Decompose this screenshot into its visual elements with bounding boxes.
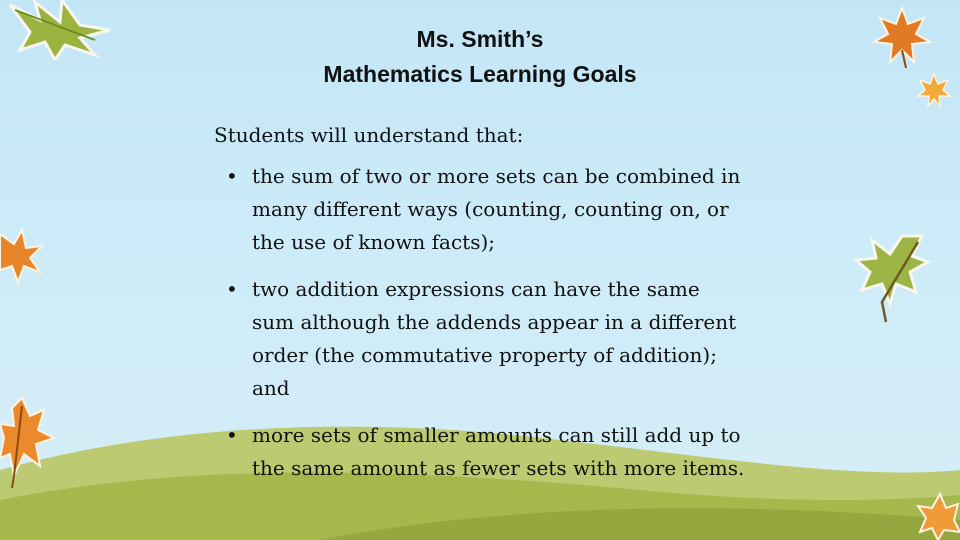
orange-leaf-icon <box>916 492 960 540</box>
bullet-line: and <box>252 376 290 400</box>
bullet-icon: • <box>226 277 238 301</box>
bullet-line: the same amount as fewer sets with more items. <box>252 456 745 480</box>
slide-body <box>214 118 854 499</box>
bullet-item <box>214 419 854 485</box>
bullet-item <box>214 273 854 405</box>
bullet-line: the sum of two or more sets can be combined in <box>252 164 741 188</box>
bullet-line: two addition expressions can have the same <box>252 277 700 301</box>
intro-text: Students will understand that: <box>214 123 524 147</box>
bullet-line: many different ways (counting, counting on, or <box>252 197 729 221</box>
title-line-2: Mathematics Learning Goals <box>323 61 637 87</box>
slide-title <box>0 22 960 92</box>
bullet-icon: • <box>226 164 238 188</box>
bullet-list <box>214 160 854 485</box>
bullet-line: sum although the addends appear in a different <box>252 310 737 334</box>
bullet-line: order (the commutative property of addition); <box>252 343 717 367</box>
bullet-line: the use of known facts); <box>252 230 496 254</box>
orange-leaf-icon <box>0 396 56 488</box>
bullet-icon: • <box>226 423 238 447</box>
green-leaf-icon <box>852 232 932 324</box>
bullet-line: more sets of smaller amounts can still add up to <box>252 423 741 447</box>
bullet-item <box>214 160 854 259</box>
title-line-1: Ms. Smith’s <box>416 26 544 52</box>
orange-leaf-icon <box>0 226 46 286</box>
